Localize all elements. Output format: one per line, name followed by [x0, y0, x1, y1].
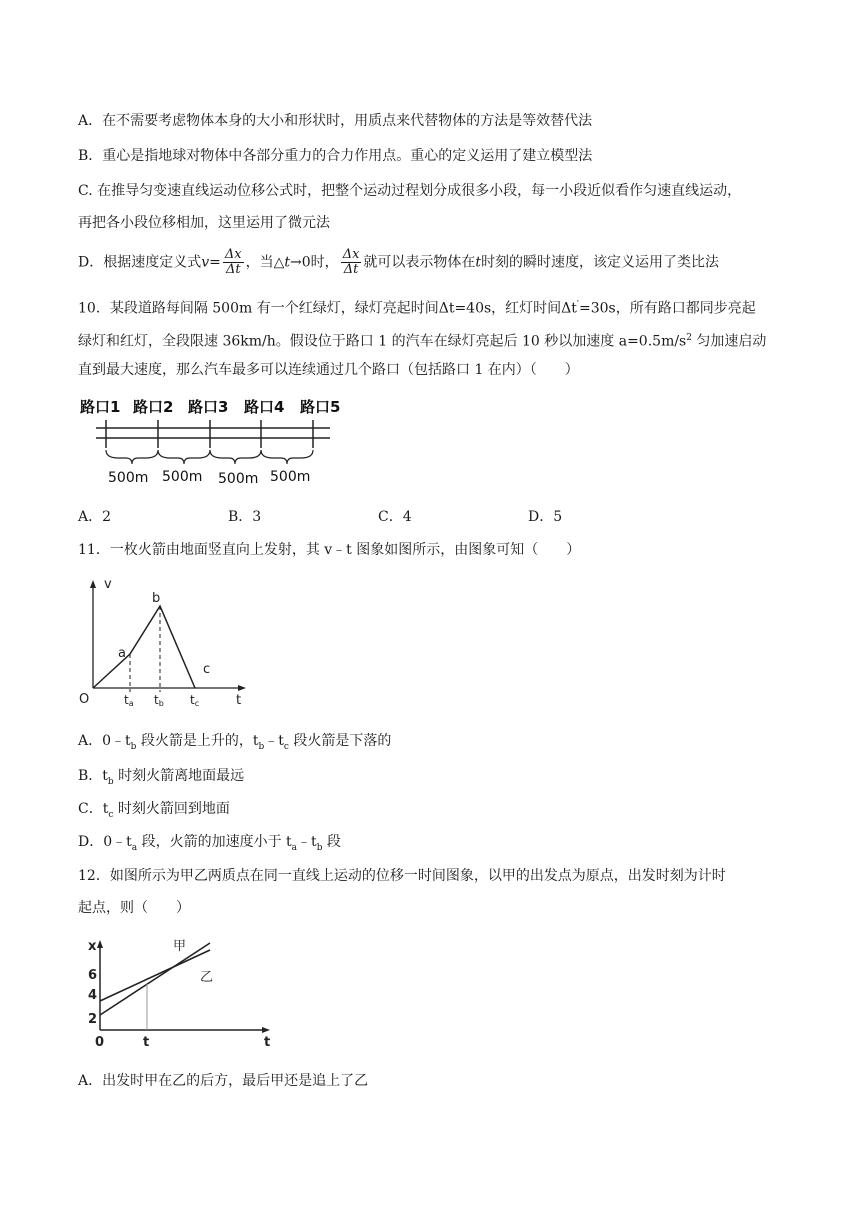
road-intersection-figure [78, 392, 340, 492]
brace-4 [261, 450, 313, 464]
intersection-label-4: 路口4 [244, 398, 285, 416]
q10-sup: 2 [686, 333, 692, 343]
q11-a-4: 段火箭是下落的 [288, 733, 392, 749]
q9-option-b: B．重心是指地球对物体中各部分重力的合力作用点。重心的定义运用了建立模型法 [78, 148, 593, 164]
distance-label-1: 500m [108, 470, 149, 486]
q11-a-1: A．0﹣t [78, 733, 131, 749]
q11-option-c [78, 799, 230, 825]
q9-option-a: A．在不需要考虑物体本身的大小和形状时，用质点来代替物体的方法是等效替代法 [78, 113, 593, 129]
tick-ta-label: ta [124, 693, 134, 708]
fraction-dx-dt-2 [341, 248, 362, 277]
x-tick-t: t [143, 1035, 150, 1050]
q9-d-t2: t [475, 254, 482, 271]
q12-stem-line2: 起点，则（ ） [78, 900, 190, 916]
q10-line1-b: =30s，所有路口都同步亮起 [578, 300, 756, 317]
intersection-label-3: 路口3 [188, 398, 229, 416]
q10-option-a: A．2 [78, 509, 112, 525]
q11-a-sub1: b [130, 741, 137, 752]
v-axis-arrow-icon [90, 580, 96, 588]
point-a-label: a [118, 646, 126, 661]
q10-stem-line2 [78, 328, 766, 352]
q11-d-2: 段，火箭的加速度小于 t [137, 834, 292, 850]
q12-option-a: A．出发时甲在乙的后方，最后甲还是追上了乙 [78, 1073, 369, 1089]
x-axis-arrow-icon [97, 940, 103, 948]
vt-x-label: t [236, 693, 242, 708]
brace-1 [106, 450, 158, 464]
brace-3 [210, 450, 261, 464]
q11-d-1: D．0﹣t [78, 834, 132, 850]
brace-2 [158, 450, 210, 464]
q11-a-2: 段火箭是上升的，t [136, 733, 259, 749]
q10-prime: ′ [576, 300, 579, 310]
q11-a-sub3: c [283, 741, 289, 752]
q9-d-limit: →0时， [290, 254, 339, 271]
label-jia: 甲 [173, 939, 187, 954]
q9-d-mid: ，当△ [245, 254, 285, 271]
fraction-denominator: Δt [225, 262, 241, 277]
fraction-dx-dt [223, 248, 244, 277]
xt-x-label: t [264, 1035, 271, 1050]
q9-option-c-line2: 再把各小段位移相加，这里运用了微元法 [78, 215, 330, 231]
q9-d-eq: = [209, 254, 221, 271]
q10-stem-line1 [78, 295, 756, 319]
q11-c-sub: c [108, 809, 114, 820]
q10-line2-a: 绿灯和红灯，全段限速 36km/h。假设位于路口 1 的汽车在绿灯亮起后 10 秒以加速度 a=0.5m/s [78, 333, 687, 350]
xt-origin-label: 0 [95, 1035, 105, 1050]
q11-b-2: 时刻火箭离地面最远 [113, 768, 245, 784]
q9-d-t: t [284, 254, 291, 271]
distance-label-4: 500m [270, 469, 311, 485]
t-axis-arrow-icon-2 [262, 1027, 270, 1033]
q11-stem: 11．一枚火箭由地面竖直向上发射，其 v﹣t 图象如图所示，由图象可知（ ） [78, 542, 581, 558]
q9-option-c-line1: C. 在推导匀变速直线运动位移公式时，把整个运动过程划分成很多小段，每一小段近似看作匀速直线运动， [78, 183, 742, 199]
fraction-numerator: Δx [224, 247, 242, 262]
label-yi: 乙 [200, 970, 214, 985]
q11-option-d [78, 832, 341, 858]
tick-tb-label: tb [154, 693, 164, 708]
t-axis-arrow-icon [238, 685, 246, 691]
q10-stem-line3: 直到最大速度，那么汽车最多可以连续通过几个路口（包括路口 1 在内）（ ） [78, 362, 579, 378]
q11-b-sub: b [107, 776, 114, 787]
intersection-label-5: 路口5 [300, 398, 340, 416]
point-c-label: c [203, 662, 211, 677]
q11-a-3: ﹣t [264, 733, 284, 749]
q11-option-a [78, 731, 391, 757]
q11-d-sub3: b [316, 842, 323, 853]
q11-d-sub2: a [291, 842, 298, 853]
q11-c-2: 时刻火箭回到地面 [113, 801, 230, 817]
distance-label-2: 500m [162, 469, 203, 485]
q9-d-suffix1: 就可以表示物体在 [363, 254, 476, 271]
q11-b-1: B．t [78, 768, 108, 784]
point-b-label: b [152, 591, 161, 606]
q11-option-b [78, 766, 244, 792]
vt-origin-label: O [79, 692, 90, 707]
q9-d-v: v [201, 254, 210, 271]
fraction-numerator-2: Δx [342, 247, 360, 262]
vt-curve [93, 606, 195, 688]
y-tick-6: 6 [88, 968, 98, 983]
intersection-label-2: 路口2 [133, 398, 174, 416]
q11-d-sub1: a [131, 842, 138, 853]
y-tick-4: 4 [88, 988, 98, 1003]
xt-y-label: x [88, 939, 97, 954]
line-yi [100, 950, 210, 1001]
q11-a-sub2: b [258, 741, 265, 752]
vt-y-label: v [104, 577, 112, 592]
vt-graph-figure [76, 574, 256, 710]
y-tick-2: 2 [88, 1012, 98, 1027]
q9-option-d [78, 248, 719, 277]
q9-d-prefix: D．根据速度定义式 [78, 254, 202, 271]
q11-c-1: C．t [78, 801, 109, 817]
q10-option-b: B．3 [228, 509, 262, 525]
line-jia [100, 943, 210, 1015]
distance-label-3: 500m [218, 471, 259, 487]
q10-option-d: D．5 [528, 509, 563, 525]
intersection-label-1: 路口1 [80, 398, 121, 416]
xt-graph-figure [80, 936, 280, 1052]
q11-d-3: ﹣t [297, 834, 317, 850]
q10-line2-b: 匀加速启动 [691, 333, 767, 350]
fraction-denominator-2: Δt [343, 262, 359, 277]
q11-d-4: 段 [322, 834, 341, 850]
q10-option-c: C．4 [378, 509, 412, 525]
tick-tc-label: tc [190, 693, 200, 708]
q12-stem-line1: 12．如图所示为甲乙两质点在同一直线上运动的位移一时间图象，以甲的出发点为原点，出发时刻为计时 [78, 868, 726, 884]
q10-line1-a: 10．某段道路每间隔 500m 有一个红绿灯，绿灯亮起时间Δt=40s，红灯时间Δt [78, 300, 577, 317]
q9-d-suffix2: 时刻的瞬时速度，该定义运用了类比法 [481, 254, 720, 271]
